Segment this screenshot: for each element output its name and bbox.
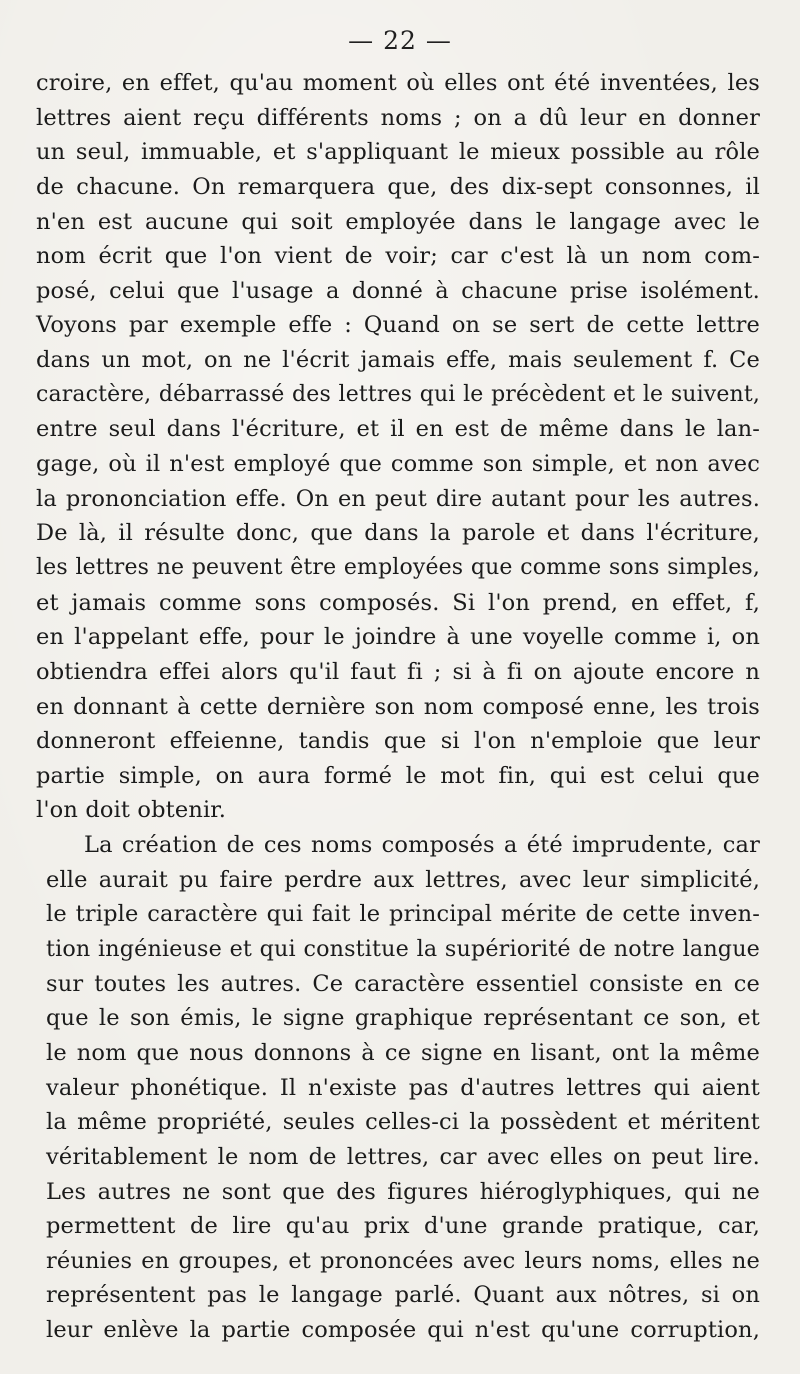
text-line: elle aurait pu faire perdre aux lettres, avec leur simplicité, (46, 866, 760, 893)
text-line: valeur phonétique. Il n'existe pas d'autres lettres qui aient (46, 1074, 760, 1101)
text-line: Voyons par exemple effe : Quand on se sert de cette lettre (36, 312, 760, 339)
text-line: en donnant à cette dernière son nom composé enne, les trois (36, 693, 760, 720)
paragraph-2 (36, 828, 760, 1348)
text-line: tion ingénieuse et qui constitue la supériorité de notre langue (46, 936, 760, 963)
text-line: posé, celui que l'usage a donné à chacune prise isolément. (36, 277, 760, 304)
body-text (36, 66, 760, 1348)
text-line: le nom que nous donnons à ce signe en lisant, ont la même (46, 1039, 760, 1066)
text-line: caractère, débarrassé des lettres qui le précèdent et le suivent, (36, 381, 760, 407)
text-line: croire, en effet, qu'au moment où elles ont été inventées, les (36, 70, 760, 96)
text-line: un seul, immuable, et s'appliquant le mieux possible au rôle (36, 139, 760, 166)
text-line: Les autres ne sont que des figures hiéroglyphiques, qui ne (46, 1178, 760, 1205)
text-line: permettent de lire qu'au prix d'une grande pratique, car, (46, 1213, 760, 1240)
text-line: lettres aient reçu différents noms ; on a dû leur en donner (36, 104, 760, 131)
text-line: véritablement le nom de lettres, car avec elles on peut lire. (46, 1143, 760, 1170)
text-line: l'on doit obtenir. (36, 797, 227, 824)
text-line: et jamais comme sons composés. Si l'on prend, en effet, f, (36, 589, 760, 616)
text-line: de chacune. On remarquera que, des dix-sept consonnes, il (36, 173, 760, 200)
text-line: réunies en groupes, et prononcées avec leurs noms, elles ne (46, 1247, 760, 1274)
text-line: partie simple, on aura formé le mot fin, qui est celui que (36, 762, 760, 789)
text-line: les lettres ne peuvent être employées que comme sons simples, (36, 554, 760, 580)
text-line: représentent pas le langage parlé. Quant aux nôtres, si on (46, 1282, 760, 1309)
text-line: gage, où il n'est employé que comme son simple, et non avec (36, 451, 760, 478)
text-line: que le son émis, le signe graphique représentant ce son, et (46, 1005, 760, 1032)
text-line: le triple caractère qui fait le principal mérite de cette inven- (46, 901, 760, 928)
text-line: sur toutes les autres. Ce caractère essentiel consiste en ce (46, 970, 760, 997)
text-line: leur enlève la partie composée qui n'est qu'une corruption, (46, 1317, 760, 1344)
text-line: dans un mot, on ne l'écrit jamais effe, mais seulement f. Ce (36, 347, 760, 374)
text-line: donneront effeienne, tandis que si l'on n'emploie que leur (36, 728, 760, 755)
text-line: en l'appelant effe, pour le joindre à une voyelle comme i, on (36, 624, 760, 651)
text-line: entre seul dans l'écriture, et il en est de même dans le lan- (36, 416, 760, 443)
text-line: n'en est aucune qui soit employée dans le langage avec le (36, 208, 760, 235)
text-line: nom écrit que l'on vient de voir; car c'est là un nom com- (36, 243, 760, 270)
text-line: obtiendra effei alors qu'il faut fi ; si à fi on ajoute encore n (36, 658, 760, 685)
text-line: De là, il résulte donc, que dans la parole et dans l'écriture, (36, 520, 760, 547)
text-line: La création de ces noms composés a été imprudente, car (84, 832, 760, 859)
paragraph-1 (36, 66, 760, 828)
text-line: la prononciation effe. On en peut dire autant pour les autres. (36, 485, 760, 512)
page-number: — 22 — (348, 26, 452, 55)
text-line: la même propriété, seules celles-ci la possèdent et méritent (46, 1109, 760, 1136)
